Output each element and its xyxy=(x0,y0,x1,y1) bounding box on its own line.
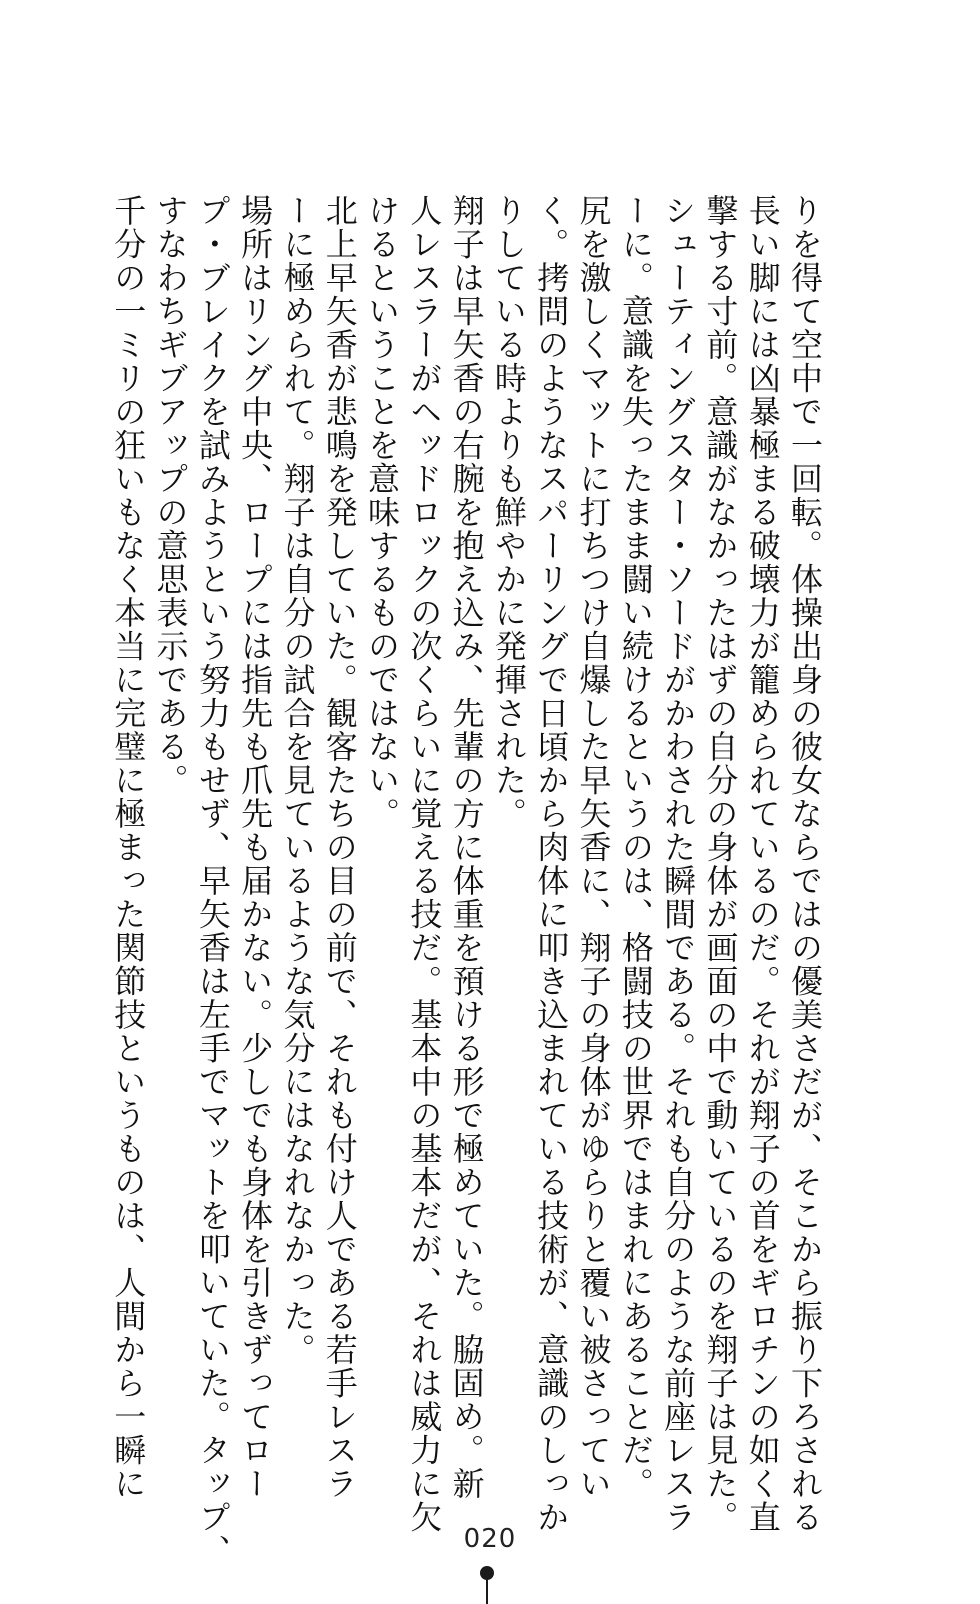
text-line: 長い脚には凶暴極まる破壊力が籠められているのだ。それが翔子の首をギロチンの如く直 xyxy=(743,194,782,1534)
text-line: ーに極められて。翔子は自分の試合を見ているような気分にはなれなかった。 xyxy=(278,194,317,1367)
text-line: 北上早矢香が悲鳴を発していた。観客たちの目の前で、それも付け人である若手レスラ xyxy=(320,194,359,1501)
page-marker-line xyxy=(486,1579,488,1604)
text-line: けるということを意味するものではない。 xyxy=(363,194,402,831)
text-line: シューティングスター・ソードがかわされた瞬間である。それも自分のような前座レスラ xyxy=(659,194,698,1534)
text-line: 翔子は早矢香の右腕を抱え込み、先輩の方に体重を預ける形で極めていた。脇固め。新 xyxy=(447,194,486,1501)
text-line: 撃する寸前。意識がなかったはずの自分の身体が画面の中で動いているのを翔子は見た。 xyxy=(701,194,740,1534)
text-line: ーに。意識を失ったまま闘い続けるというのは、格闘技の世界ではまれにあることだ。 xyxy=(616,194,655,1501)
page-number: 020 xyxy=(463,1524,517,1554)
text-line: りしている時よりも鮮やかに発揮された。 xyxy=(489,194,528,831)
text-line: 尻を激しくマットに打ちつけ自爆した早矢香に、翔子の身体がゆらりと覆い被さってい xyxy=(574,194,613,1501)
page-marker-dot xyxy=(480,1566,494,1580)
text-line: プ・ブレイクを試みようという努力もせず、早矢香は左手でマットを叩いていた。タップ、 xyxy=(193,194,232,1568)
text-line: りを得て空中で一回転。体操出身の彼女ならではの優美さだが、そこから振り下ろされる xyxy=(786,194,824,1534)
text-line: 場所はリング中央、ロープには指先も爪先も届かない。少しでも身体を引きずってロー xyxy=(236,194,275,1501)
text-line: すなわちギブアップの意思表示である。 xyxy=(151,194,190,797)
text-line: 千分の一ミリの狂いもなく本当に完璧に極まった関節技というものは、人間から一瞬に xyxy=(109,194,148,1501)
text-line: 人レスラーがヘッドロックの次くらいに覚える技だ。基本中の基本だが、それは威力に欠 xyxy=(405,194,444,1534)
text-line: く。拷問のようなスパーリングで日頃から肉体に叩き込まれている技術が、意識のしっか xyxy=(532,194,571,1534)
